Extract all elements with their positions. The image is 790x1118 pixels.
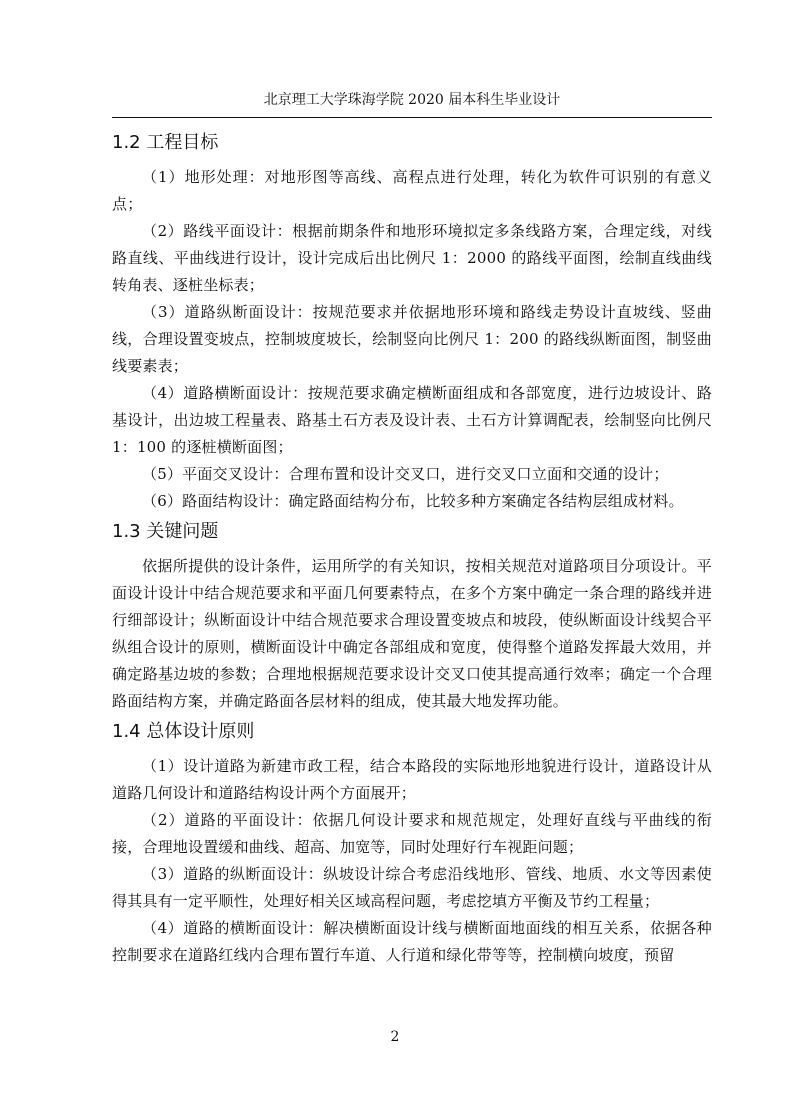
paragraph: （2）道路的平面设计：依据几何设计要求和规范规定，处理好直线与平曲线的衔接，合理地设置缓和曲线、超高、加宽等，同时处理好行车视距问题； [112, 811, 712, 856]
paragraph: （4）道路横断面设计：按规范要求确定横断面组成和各部宽度，进行边坡设计、路基设计，出边坡工程量表、路基土石方表及设计表、土石方计算调配表，绘制竖向比例尺 1：100 的逐桩横断面图； [112, 384, 712, 456]
paragraph: （5）平面交叉设计：合理布置和设计交叉口，进行交叉口立面和交通的设计； [142, 465, 669, 483]
paragraph: （1）地形处理：对地形图等高线、高程点进行处理，转化为软件可识别的有意义点； [112, 168, 712, 213]
paragraph: （3）道路的纵断面设计：纵坡设计综合考虑沿线地形、管线、地质、水文等因素使得其具有一定平顺性，处理好相关区域高程问题，考虑挖填方平衡及节约工程量； [112, 865, 712, 910]
section-heading: 1.4 总体设计原则 [112, 721, 255, 742]
section-heading: 1.2 工程目标 [112, 132, 219, 153]
header-rule [112, 117, 712, 118]
paragraph: （4）道路的横断面设计：解决横断面设计线与横断面地面线的相互关系，依据各种控制要求在道路红线内合理布置行车道、人行道和绿化带等等，控制横向坡度，预留 [112, 919, 712, 964]
paragraph: （1）设计道路为新建市政工程，结合本路段的实际地形地貌进行设计，道路设计从道路几何设计和道路结构设计两个方面展开； [112, 757, 712, 802]
page-number: 2 [390, 1029, 400, 1045]
running-header: 北京理工大学珠海学院 2020 届本科生毕业设计 [263, 92, 561, 108]
paragraph: （6）路面结构设计：确定路面结构分布，比较多种方案确定各结构层组成材料。 [142, 492, 684, 510]
paragraph: 依据所提供的设计条件，运用所学的有关知识，按相关规范对道路项目分项设计。平面设计设计中结合规范要求和平面几何要素特点，在多个方案中确定一条合理的路线并进行细部设计；纵断面设计中结合规范要求合理设置变坡点和坡段，使纵断面设计线契合平纵组合设计的原则，横断面设计中确定各部组成和宽度，使得整个道路发挥最大效用，并确定路基边坡的参数；合理地根据规范要求设计交叉口使其提高通行效率；确定一个合理路面结构方案，并确定路面各层材料的组成，使其最大地发挥功能。 [112, 557, 712, 710]
section-design-principles [112, 717, 712, 969]
section-engineering-goals [112, 128, 712, 515]
page-content [112, 128, 712, 969]
paragraph: （3）道路纵断面设计：按规范要求并依据地形环境和路线走势设计直坡线、竖曲线，合理设置变坡点，控制坡度坡长，绘制竖向比例尺 1：200 的路线纵断面图，制竖曲线要素表； [112, 303, 712, 375]
section-key-issues [112, 517, 712, 715]
paragraph: （2）路线平面设计：根据前期条件和地形环境拟定多条线路方案，合理定线，对线路直线、平曲线进行设计，设计完成后出比例尺 1：2000 的路线平面图，绘制直线曲线转角表、逐桩坐标表； [112, 222, 712, 294]
section-heading: 1.3 关键问题 [112, 521, 219, 542]
